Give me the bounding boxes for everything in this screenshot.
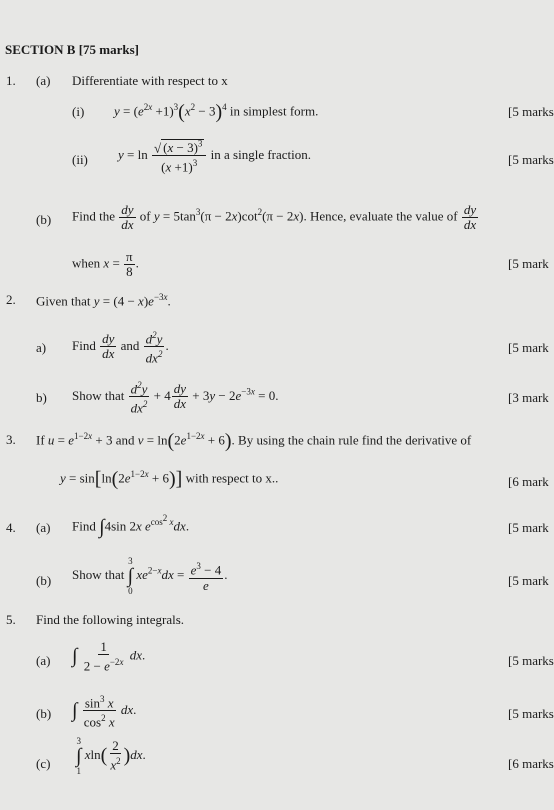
q2b-marks: [3 mark — [508, 390, 549, 405]
section-title: SECTION B [75 marks] — [5, 42, 139, 57]
q3-text: If $u = e^{1-2x} + 3$ and $v = \ln(2e^{1-2x} + 6)$. By using the chain rule find the derivative of — [36, 430, 472, 452]
q2a-marks: [5 mark — [508, 340, 549, 355]
q4-number: 4. — [6, 520, 16, 535]
q2b-label: b) — [36, 390, 47, 405]
q1ii-expression: y = ln $\frac{√ (x - 3)^3}{(x +1)^3}$ in a single fraction. — [118, 139, 312, 175]
q1-number: 1. — [6, 73, 16, 88]
q5a-expression: ∫ $\frac{1}{2 - e^{-2x}}$ dx. — [72, 639, 146, 674]
q3-marks: [6 mark — [508, 474, 549, 489]
q1b-marks: [5 mark — [508, 256, 549, 271]
q4a-label: (a) — [36, 520, 51, 535]
q5b-expression: ∫ $\frac{\sin^3 x}{\cos^2 x}$ dx. — [72, 694, 137, 730]
q4b-label: (b) — [36, 573, 52, 588]
q1i-expression: $y = (e^{2x} +1)^3(x^2 - 3)^4$ in simplest form. — [114, 101, 319, 123]
q4b-marks: [5 mark — [508, 573, 549, 588]
q2a-label: a) — [36, 340, 47, 355]
q4a-text: Find ∫4sin 2x $e^{cos^2 x}dx$. — [72, 513, 190, 538]
q2a-text: Find $\frac{dy}{dx}$ and $\frac{d^2y}{dx^2}$ . — [72, 330, 169, 366]
q5c-marks: [6 marks — [508, 756, 554, 771]
q2-intro: Given that $y = (4 - x)e^{-3x}$. — [36, 292, 171, 309]
q1i-label: (i) — [72, 104, 85, 119]
q5c-label: (c) — [36, 756, 51, 771]
q1i-marks: [5 marks — [508, 104, 554, 119]
q5-text: Find the following integrals. — [36, 612, 185, 627]
q1b-when: when x = $\frac{\pi}{8}$ . — [72, 249, 139, 279]
q3-number: 3. — [6, 432, 16, 447]
q5b-marks: [5 marks — [508, 706, 554, 721]
q4b-text: Show that 3 ∫ 0 $xe^{2-x}dx$ = $\frac{e^3 - 4}{e}$ . — [72, 556, 228, 596]
q1b-label: (b) — [36, 212, 52, 227]
q3-expression: $y = \sin[\ln(2e^{1-2x} + 6)]$ with respect to x.. — [60, 468, 279, 490]
q5a-label: (a) — [36, 653, 51, 668]
q5-number: 5. — [6, 612, 16, 627]
q1a-text: Differentiate with respect to x — [72, 73, 228, 88]
q5a-marks: [5 marks — [508, 653, 554, 668]
q5c-expression: 3 ∫ 1 xln( $\frac{2}{x^2}$ )dx. — [76, 736, 146, 776]
q1a-label: (a) — [36, 73, 51, 88]
q2-number: 2. — [6, 292, 16, 307]
q1ii-marks: [5 marks — [508, 152, 554, 167]
q2b-text: Show that $\frac{d^2y}{dx^2}$ + 4 $\frac{dy}{dx}$ + $3y - 2e^{-3x} = 0$. — [72, 380, 279, 416]
q4a-marks: [5 mark — [508, 520, 549, 535]
q5b-label: (b) — [36, 706, 52, 721]
q1b-text: Find the $\frac{dy}{dx}$ of $y = 5\tan^3(\pi - 2x)\cot^2(\pi - 2x)$. Hence, evaluate the value of $\frac{dy}{dx}$ — [72, 202, 477, 232]
q1ii-label: (ii) — [72, 152, 88, 167]
